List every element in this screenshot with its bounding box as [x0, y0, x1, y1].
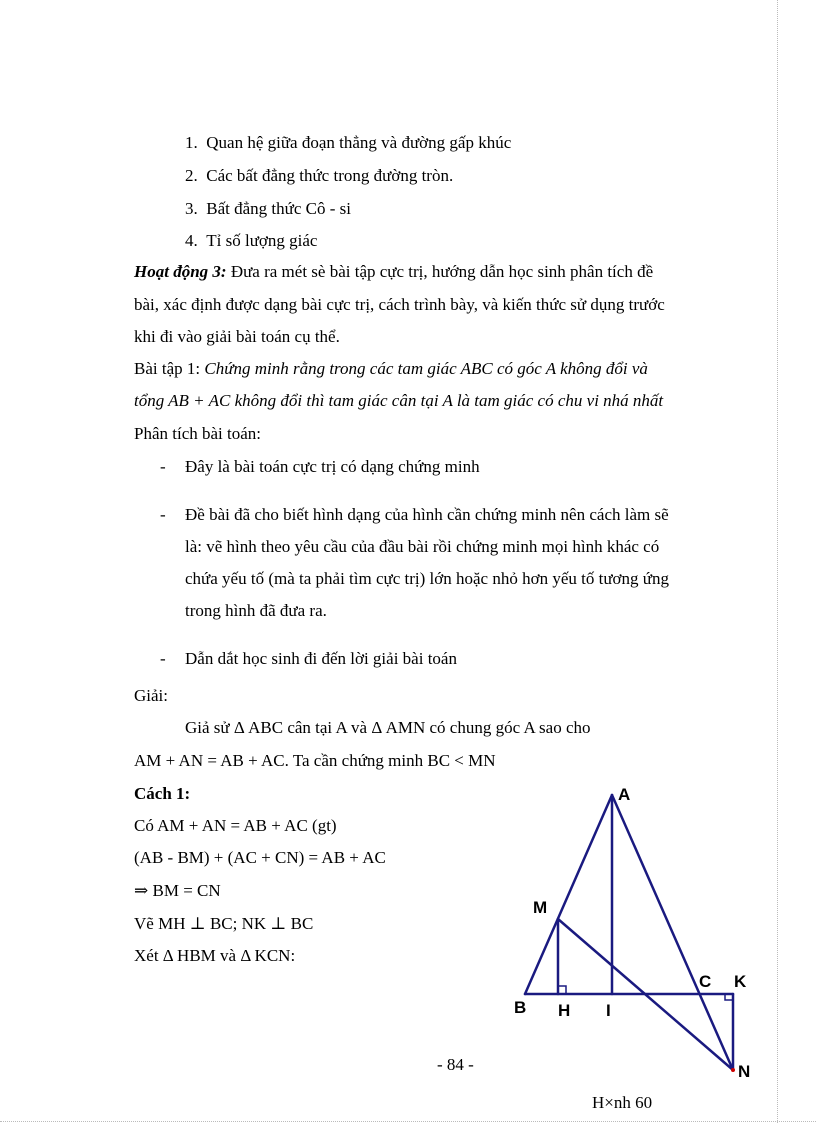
solution-line-1: Giả sử Δ ABC cân tại A và Δ AMN có chung góc A sao cho [185, 718, 591, 737]
bullet-text: Đây là bài toán cực trị có dạng chứng minh [185, 457, 480, 476]
label-a: A [618, 785, 631, 804]
bullet-text: Đề bài đã cho biết hình dạng của hình cần chứng minh nên cách làm sẽ [185, 505, 669, 524]
solution-step: (AB - BM) + (AC + CN) = AB + AC [134, 848, 386, 867]
activity-label: Hoạt động 3: [134, 262, 227, 281]
solution-step: Có AM + AN = AB + AC (gt) [134, 816, 337, 835]
analysis-heading: Phân tích bài toán: [134, 424, 262, 443]
label-c: C [699, 972, 712, 991]
label-b: B [514, 998, 527, 1017]
bullet-text: là: vẽ hình theo yêu cầu của đầu bài rồi chứng minh mọi hình khác có [185, 537, 660, 556]
geometry-figure [500, 780, 770, 1085]
exercise-label: Bài tập 1: [134, 359, 205, 378]
point-n-dot [731, 1068, 735, 1072]
figure-caption: H×nh 60 [592, 1093, 653, 1112]
activity-line-1: Hoạt động 3: Đưa ra mét sè bài tập cực trị, hướng dẫn học sinh phân tích đề [134, 262, 654, 281]
segment-an [612, 795, 733, 1070]
solution-line-2: AM + AN = AB + AC. Ta cần chứng minh BC < MN [134, 751, 496, 770]
page-number: - 84 - [437, 1055, 474, 1074]
page-border-bottom [0, 1121, 816, 1122]
solution-step: Vẽ MH ⊥ BC; NK ⊥ BC [134, 914, 314, 933]
exercise-line-1: Bài tập 1: Chứng minh rằng trong các tam giác ABC có góc A không đổi và [134, 359, 648, 378]
method-heading: Cách 1: [134, 784, 191, 803]
label-m: M [533, 898, 548, 917]
bullet-dash: - [160, 649, 166, 668]
list-item: 3. Bất đẳng thức Cô - si [185, 199, 351, 218]
page-border-right [777, 0, 778, 1123]
activity-line-3: khi đi vào giải bài toán cụ thể. [134, 327, 340, 346]
solution-step: ⇒ BM = CN [134, 881, 221, 900]
solution-heading: Giải: [134, 686, 168, 705]
label-h: H [558, 1001, 571, 1020]
solution-step: Xét Δ HBM và Δ KCN: [134, 946, 296, 965]
list-item: 4. Tỉ số lượng giác [185, 231, 318, 250]
bullet-dash: - [160, 457, 166, 476]
bullet-text: Dẫn dắt học sinh đi đến lời giải bài toán [185, 649, 457, 668]
segment-ab [525, 795, 612, 994]
bullet-text: trong hình đã đưa ra. [185, 601, 327, 620]
exercise-line-2: tổng AB + AC không đổi thì tam giác cân tại A là tam giác có chu vi nhá nhất [134, 391, 664, 410]
bullet-dash: - [160, 505, 166, 524]
label-k: K [734, 972, 747, 991]
bullet-text: chứa yếu tố (mà ta phải tìm cực trị) lớn hoặc nhỏ hơn yếu tố tương ứng [185, 569, 669, 588]
list-item: 1. Quan hệ giữa đoạn thẳng và đường gấp khúc [185, 133, 512, 152]
label-n: N [738, 1062, 751, 1081]
label-i: I [606, 1001, 611, 1020]
activity-line-2: bài, xác định được dạng bài cực trị, cách trình bày, và kiến thức sử dụng trước [134, 295, 665, 314]
list-item: 2. Các bất đẳng thức trong đường tròn. [185, 166, 454, 185]
